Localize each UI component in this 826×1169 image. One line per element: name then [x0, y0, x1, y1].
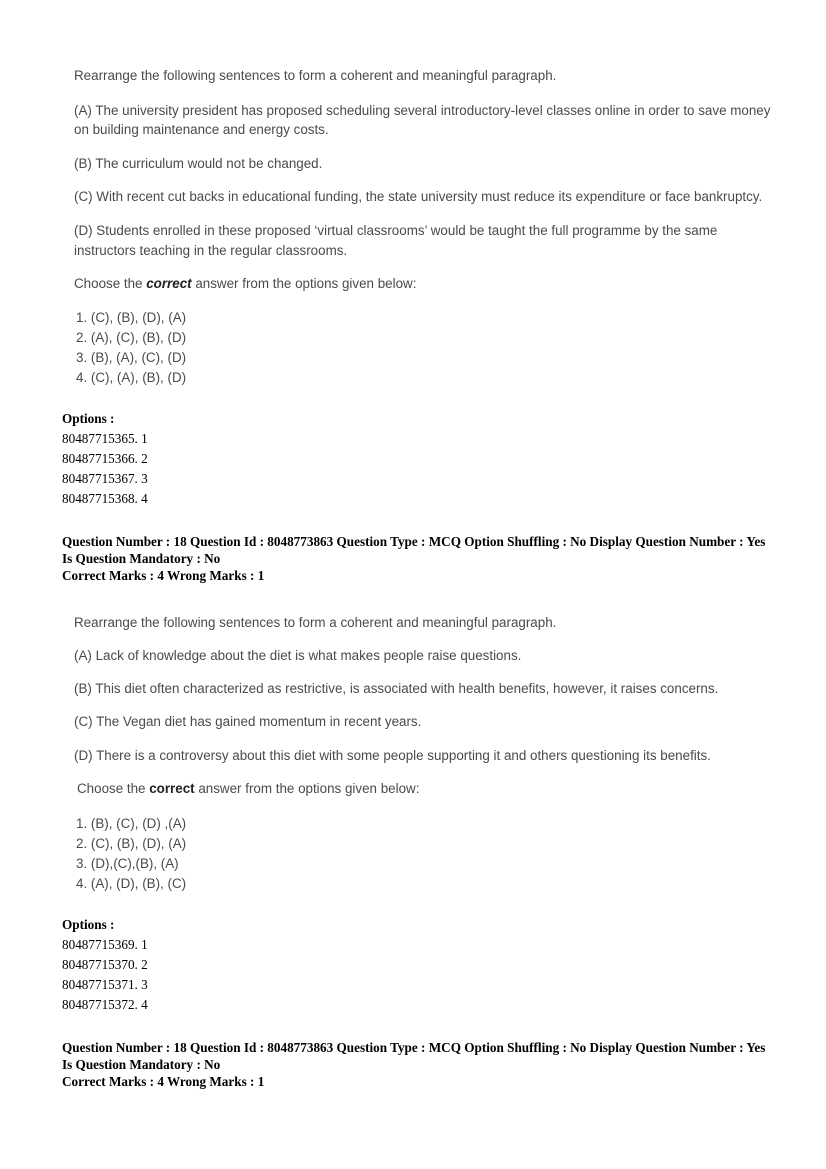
q1-choice-3: 3. (B), (A), (C), (D) — [76, 350, 187, 365]
q1-sentence-d-line2: instructors teaching in the regular classrooms. — [74, 243, 348, 258]
q2-meta-line2: Is Question Mandatory : No — [62, 551, 221, 566]
q2-option-1: 80487715369. 1 — [62, 937, 148, 952]
q2-sentence-c: (C) The Vegan diet has gained momentum in recent years. — [74, 714, 422, 729]
q3-meta-line3: Correct Marks : 4 Wrong Marks : 1 — [62, 1074, 265, 1089]
q1-sentence-a-line2: on building maintenance and energy costs. — [74, 122, 329, 137]
q3-meta-line1: Question Number : 18 Question Id : 8048773863 Question Type : MCQ Option Shuffling : No Display Question Number : Yes — [62, 1040, 766, 1055]
q2-choice-1: 1. (B), (C), (D) ,(A) — [76, 816, 187, 831]
q1-option-4: 80487715368. 4 — [62, 491, 148, 506]
q3-meta-line2: Is Question Mandatory : No — [62, 1057, 221, 1072]
q2-sentence-b: (B) This diet often characterized as restrictive, is associated with health benefits, however, it raises concerns. — [74, 681, 719, 696]
q3-meta — [62, 1039, 792, 1090]
q1-choose-instruction — [74, 274, 416, 294]
q2-option-3: 80487715371. 3 — [62, 977, 148, 992]
q2-choose-instruction — [77, 779, 419, 799]
q2-option-4: 80487715372. 4 — [62, 997, 148, 1012]
q2-choose-suffix: answer from the options given below: — [194, 781, 420, 796]
q1-option-2: 80487715366. 2 — [62, 451, 148, 466]
q1-choice-1: 1. (C), (B), (D), (A) — [76, 310, 187, 325]
q1-choose-suffix: answer from the options given below: — [191, 276, 417, 291]
q2-meta — [62, 533, 792, 584]
q1-option-1: 80487715365. 1 — [62, 431, 148, 446]
q1-sentence-a-line1: (A) The university president has proposed scheduling several introductory-level classes online in order to save money — [74, 103, 771, 118]
q2-choose-bold: correct — [149, 781, 195, 796]
q1-choice-4: 4. (C), (A), (B), (D) — [76, 370, 187, 385]
q1-choice-2: 2. (A), (C), (B), (D) — [76, 330, 187, 345]
q2-sentence-d: (D) There is a controversy about this diet with some people supporting it and others questioning its benefits. — [74, 748, 711, 763]
q2-instruction: Rearrange the following sentences to form a coherent and meaningful paragraph. — [74, 615, 557, 630]
q1-options-label: Options : — [62, 411, 115, 426]
q2-option-2: 80487715370. 2 — [62, 957, 148, 972]
q2-choice-2: 2. (C), (B), (D), (A) — [76, 836, 187, 851]
q1-sentence-b: (B) The curriculum would not be changed. — [74, 156, 323, 171]
q1-option-3: 80487715367. 3 — [62, 471, 148, 486]
q1-choose-bold: correct — [146, 276, 192, 291]
q2-meta-line3: Correct Marks : 4 Wrong Marks : 1 — [62, 568, 265, 583]
q1-sentence-c: (C) With recent cut backs in educational funding, the state university must reduce its expenditure or face bankruptcy. — [74, 189, 763, 204]
q1-sentence-d-line1: (D) Students enrolled in these proposed ‘virtual classrooms’ would be taught the full programme by the same — [74, 223, 718, 238]
q2-choose-prefix: Choose the — [77, 781, 150, 796]
q2-choice-3: 3. (D),(C),(B), (A) — [76, 856, 179, 871]
q1-choose-prefix: Choose the — [74, 276, 147, 291]
q2-choice-4: 4. (A), (D), (B), (C) — [76, 876, 187, 891]
q2-options-label: Options : — [62, 917, 115, 932]
q2-meta-line1: Question Number : 18 Question Id : 8048773863 Question Type : MCQ Option Shuffling : No Display Question Number : Yes — [62, 534, 766, 549]
q2-sentence-a: (A) Lack of knowledge about the diet is what makes people raise questions. — [74, 648, 522, 663]
q1-instruction: Rearrange the following sentences to form a coherent and meaningful paragraph. — [74, 68, 557, 83]
